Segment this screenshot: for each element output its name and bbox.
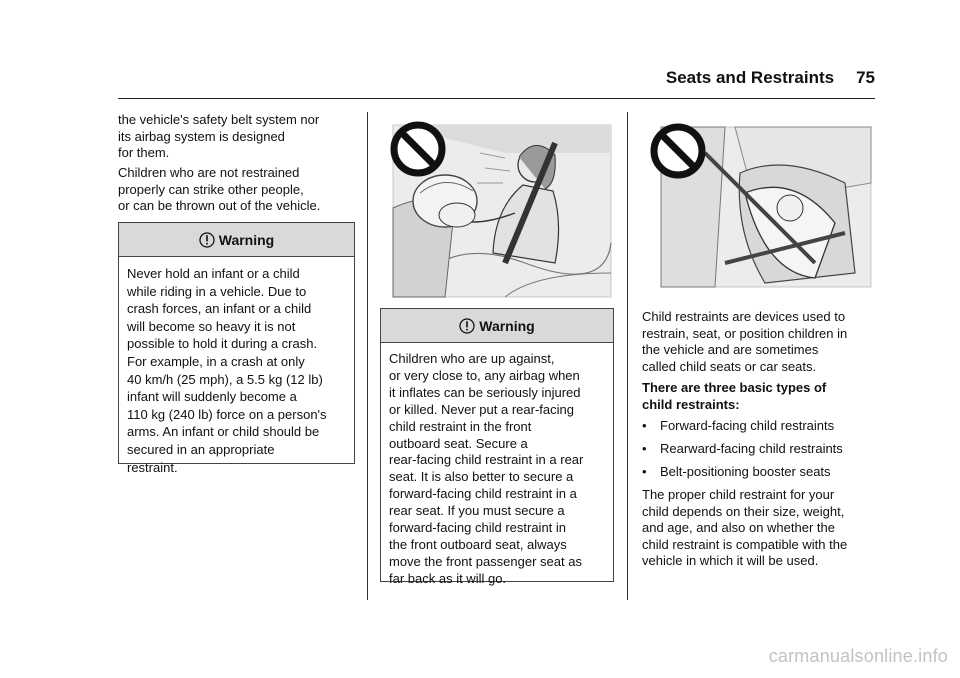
restraint-paragraph: Children who are not restrained properly can strike other people, or can be thrown out of the vehicle. [118,165,321,213]
warning-text: Children who are up against, or very close to, any airbag when it inflates can be seriously injured or killed. Never put a rear-facing child restraint in the front outboard seat. Secure a rear-facing child restraint in a rear seat. It is also better to secure a forward-facing child restraint in a rear seat. If you must secure a forward-facing child restraint in the front outboard seat, always move the front passenger seat as far back as it will go. [389,351,584,586]
list-item: • Rearward-facing child restraints [642,441,843,456]
warning-title: Warning [218,231,275,248]
warning-icon [459,318,475,334]
child-restraints-paragraph: Child restraints are devices used to restrain, seat, or position children in the vehicle and are sometimes called child seats or car seats. [642,309,848,374]
column-divider [367,112,368,600]
list-item: • Forward-facing child restraints [642,418,835,433]
warning-header [381,309,613,343]
page-number: 75 [856,68,875,87]
intro-paragraph: the vehicle's safety belt system nor its airbag system is designed for them. [118,112,320,160]
illustration-rear-facing-seat [645,113,873,289]
warning-text: Never hold an infant or a child while riding in a vehicle. Due to crash forces, an infant or a child will become so heavy it is not possible to hold it during a crash. For example, in a crash at only 40 km/h (25 mph), a 5.5 kg (12 lb) infant will suddenly become a 110 kg (240 lb) force on a person's arms. An infant or child should be secured in an appropriate restraint. [127,266,327,475]
page-header [0,68,875,88]
restraint-types-list [642,418,882,487]
watermark: carmanualsonline.info [768,646,948,666]
warning-box-airbag [380,308,614,586]
column-divider [627,112,628,600]
section-title: Seats and Restraints [665,68,835,87]
warning-title: Warning [479,317,535,334]
list-item: • Belt-positioning booster seats [642,464,831,479]
proper-restraint-paragraph: The proper child restraint for your child depends on their size, weight, and age, and also on whether the child restraint is compatible with the vehicle in which it will be used. [642,487,848,568]
warning-icon [199,232,215,248]
header-rule [118,98,875,99]
illustration-infant-held-airbag [385,113,613,299]
warning-box-infant [118,222,355,475]
types-heading: There are three basic types of child restraints: [642,380,827,412]
warning-header [119,223,354,257]
